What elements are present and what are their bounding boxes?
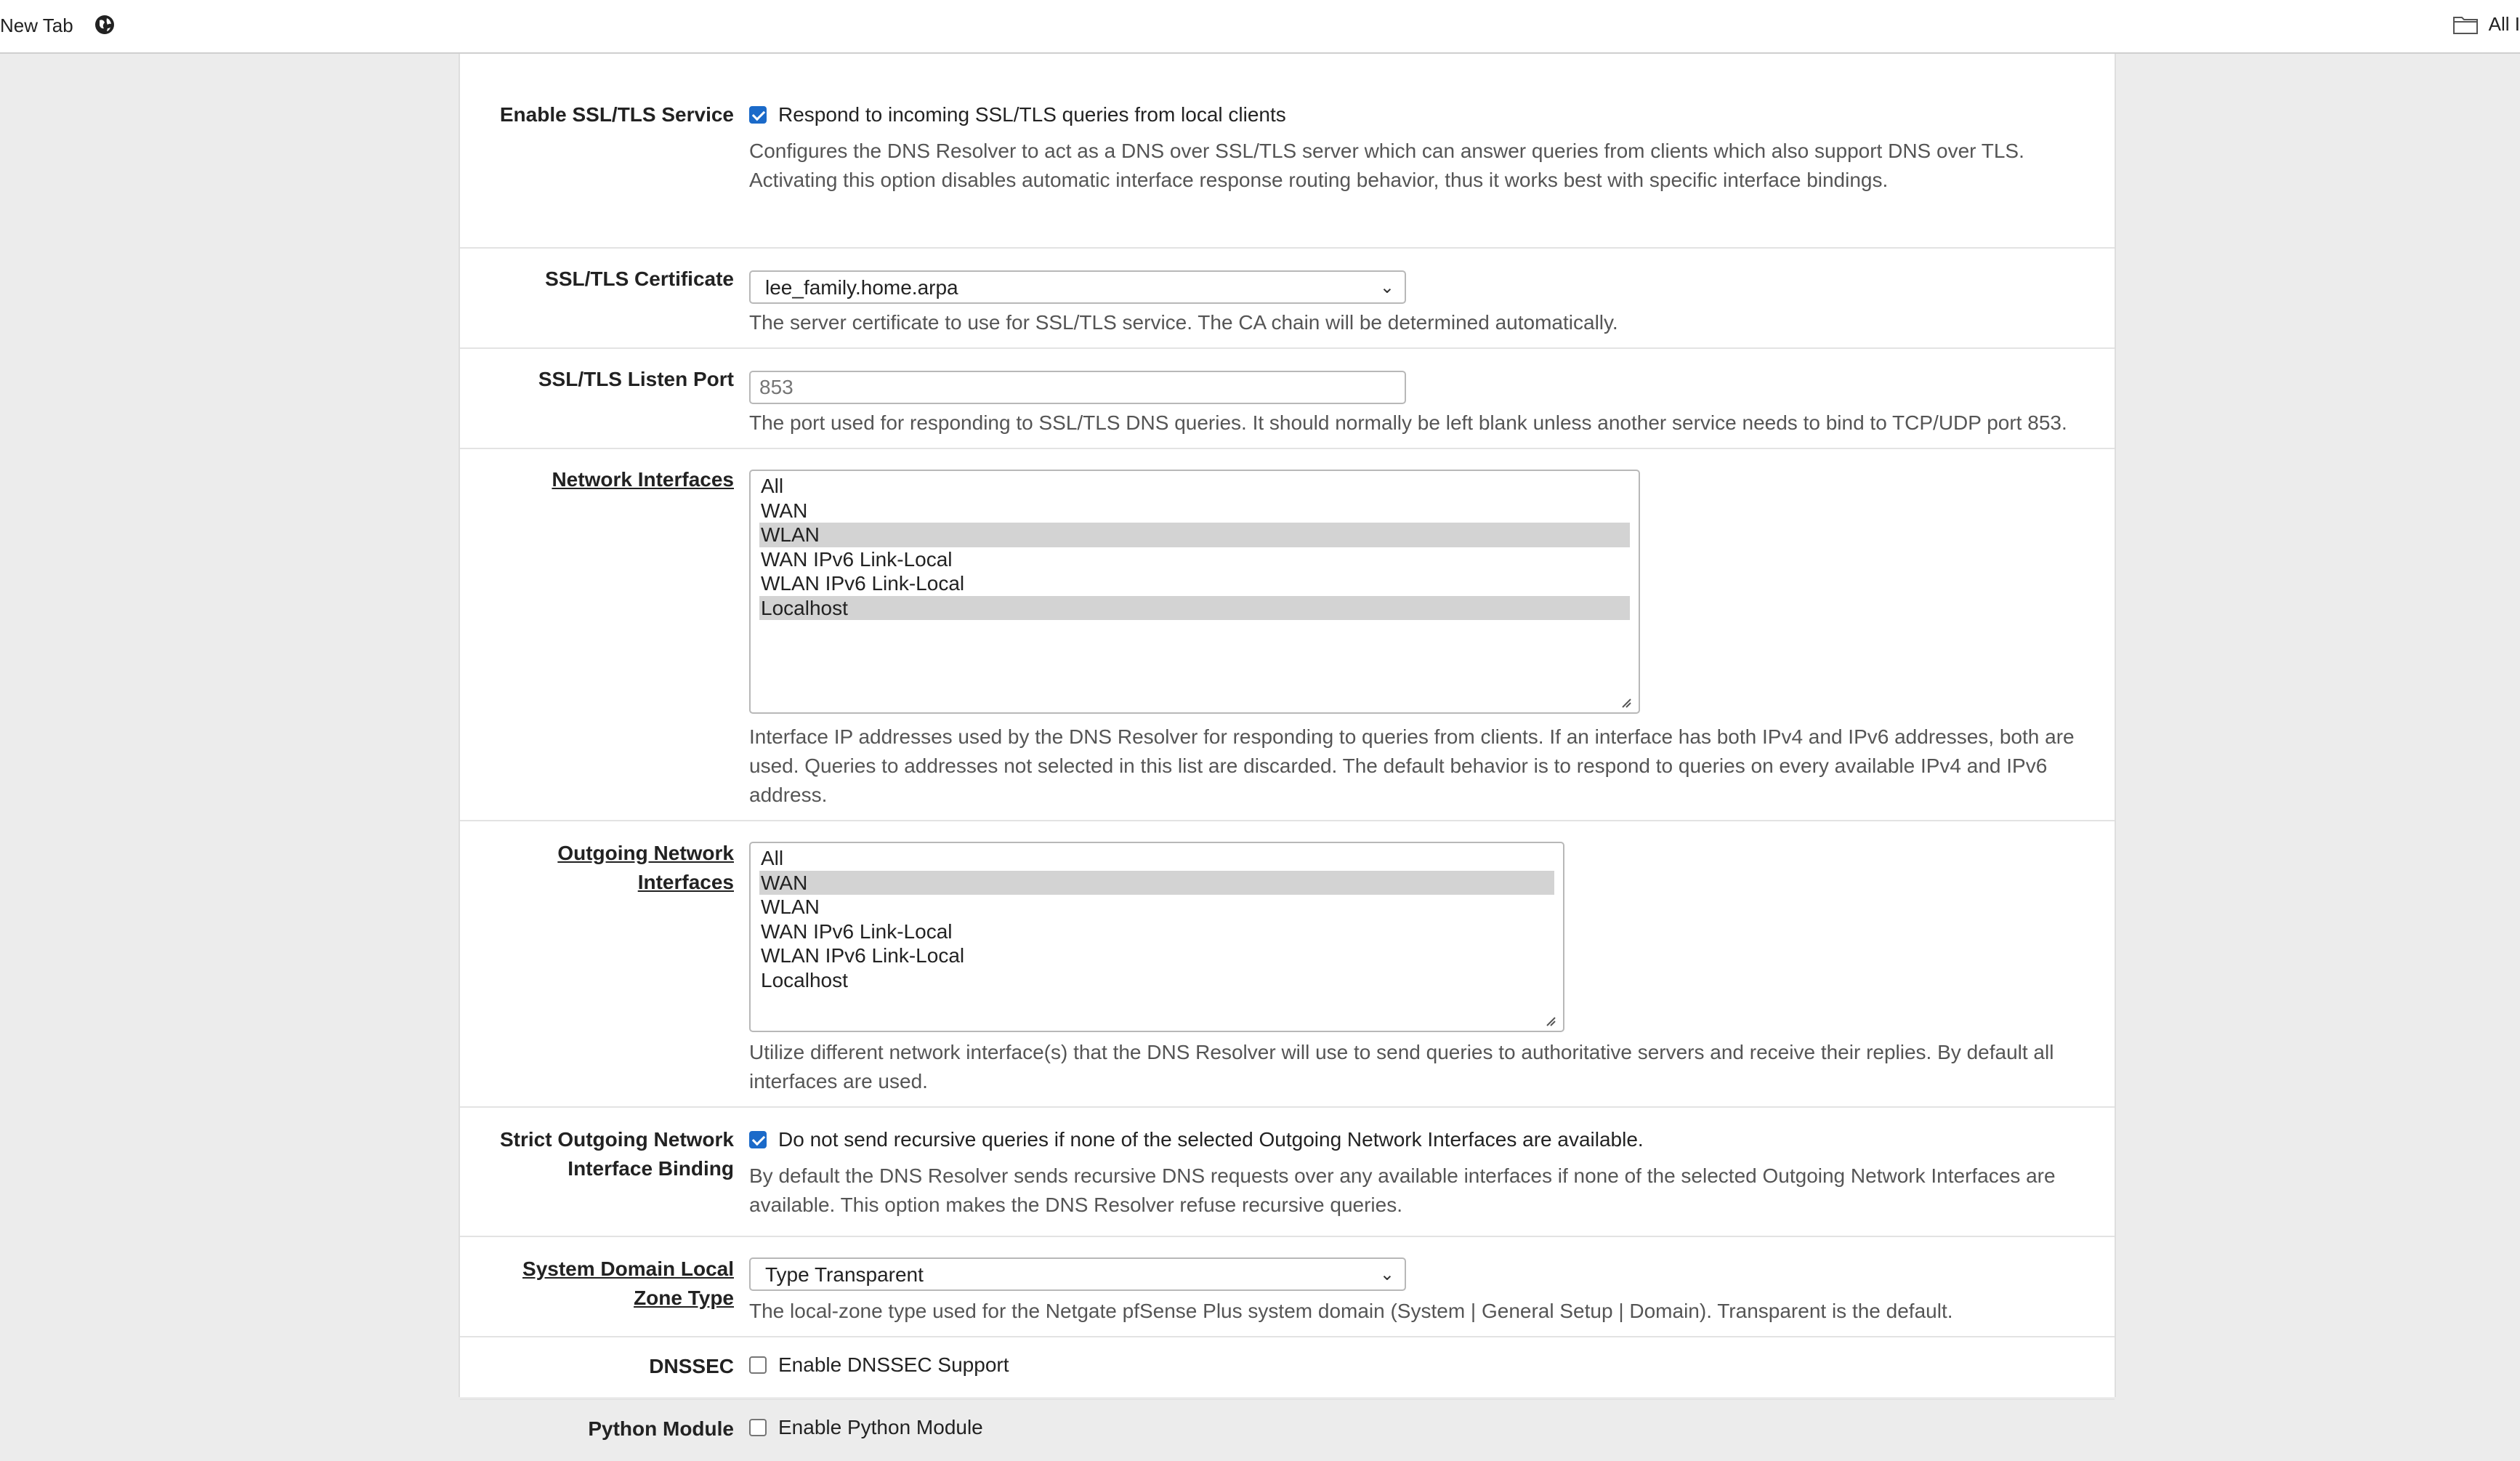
label-dnssec: DNSSEC	[649, 1355, 734, 1377]
dnssec-checkbox-label: Enable DNSSEC Support	[778, 1353, 1009, 1376]
list-item[interactable]: WAN	[761, 499, 808, 522]
local-zone-type-value: Type Transparent	[765, 1263, 924, 1286]
label-enable-ssl-tls: Enable SSL/TLS Service	[499, 103, 734, 126]
list-item[interactable]: WLAN IPv6 Link-Local	[761, 572, 965, 595]
row-ssl-tls-certificate	[460, 247, 2115, 349]
list-item[interactable]: WAN IPv6 Link-Local	[761, 547, 953, 571]
row-network-interfaces	[460, 448, 2115, 821]
row-outgoing-interfaces	[460, 820, 2115, 1108]
bookmarks-label: All I	[2488, 13, 2520, 35]
help-local-zone-type: The local-zone type used for the Netgate pfSense Plus system domain (System | General Setup | Domain). Transparent is the default.	[749, 1300, 1953, 1322]
list-item[interactable]: WAN	[759, 871, 1554, 895]
list-item[interactable]: Localhost	[761, 968, 848, 991]
resize-grip-icon[interactable]	[1546, 1016, 1556, 1026]
python-module-checkbox-label: Enable Python Module	[778, 1416, 983, 1438]
chevron-down-icon: ⌄	[1379, 1265, 1394, 1284]
list-item[interactable]: WLAN IPv6 Link-Local	[761, 944, 965, 967]
list-item[interactable]: Localhost	[759, 596, 1630, 621]
strict-binding-checkbox-group[interactable]	[749, 1128, 1644, 1151]
outgoing-interfaces-listbox[interactable]	[749, 842, 1564, 1032]
local-zone-type-select[interactable]	[749, 1257, 1406, 1291]
ssl-tls-certificate-value: lee_family.home.arpa	[765, 276, 958, 299]
label-python-module: Python Module	[588, 1417, 734, 1440]
label-local-zone-type[interactable]: System Domain Local Zone Type	[522, 1257, 734, 1309]
all-bookmarks[interactable]	[2452, 13, 2520, 36]
python-module-checkbox-group[interactable]	[749, 1416, 983, 1439]
dns-resolver-settings-panel	[459, 54, 2116, 1440]
strict-binding-checkbox[interactable]	[749, 1131, 767, 1148]
row-enable-ssl-tls	[460, 68, 2115, 249]
help-ssl-tls-port: The port used for responding to SSL/TLS DNS queries. It should normally be left blank unless another service needs to bind to TCP/UDP port 853.	[749, 411, 2067, 434]
ssl-tls-port-input[interactable]	[749, 371, 1406, 404]
label-ssl-tls-port: SSL/TLS Listen Port	[538, 368, 734, 390]
list-item[interactable]: All	[761, 475, 784, 497]
row-strict-binding	[460, 1106, 2115, 1237]
browser-toolbar	[0, 0, 2520, 54]
globe-icon[interactable]	[93, 13, 116, 36]
chevron-down-icon: ⌄	[1379, 278, 1394, 297]
label-strict-binding: Strict Outgoing Network Interface Binding	[500, 1128, 734, 1180]
ssl-tls-checkbox-group[interactable]	[749, 103, 1286, 126]
list-item[interactable]: All	[761, 847, 784, 869]
python-module-checkbox[interactable]	[749, 1419, 767, 1436]
label-outgoing-interfaces[interactable]: Outgoing Network Interfaces	[557, 842, 734, 893]
ssl-tls-certificate-select[interactable]	[749, 270, 1406, 304]
help-outgoing-interfaces: Utilize different network interface(s) that the DNS Resolver will use to send queries to authoritative servers and receive their replies. By default all interfaces are used.	[749, 1041, 2054, 1092]
help-strict-binding: By default the DNS Resolver sends recursive DNS requests over any available interfaces if none of the selected Outgoing Network Interfaces are available. This option makes the DNS Resolver refuse recursive queries.	[749, 1164, 2056, 1216]
row-local-zone-type	[460, 1236, 2115, 1337]
help-ssl-tls-service: Configures the DNS Resolver to act as a DNS over SSL/TLS server which can answer queries from clients which also support DNS over TLS. Activating this option disables automatic interface response routing behavior, thus it works best with specific interface bindings.	[749, 140, 2024, 191]
list-item[interactable]: WLAN	[761, 895, 820, 918]
list-item[interactable]: WAN IPv6 Link-Local	[761, 919, 953, 943]
list-item[interactable]: WLAN	[759, 523, 1630, 547]
help-ssl-tls-certificate: The server certificate to use for SSL/TLS service. The CA chain will be determined automatically.	[749, 311, 1618, 334]
help-network-interfaces: Interface IP addresses used by the DNS Resolver for responding to queries from clients. If an interface has both IPv4 and IPv6 addresses, both are used. Queries to addresses not selected in this list are discarded. The default behavior is to respond to queries on every available IPv4 and IPv6 address.	[749, 725, 2075, 806]
ssl-tls-checkbox-label: Respond to incoming SSL/TLS queries from local clients	[778, 103, 1286, 126]
strict-binding-checkbox-label: Do not send recursive queries if none of the selected Outgoing Network Interfaces are available.	[778, 1128, 1644, 1151]
row-ssl-tls-port	[460, 347, 2115, 449]
folder-icon	[2452, 14, 2479, 36]
resize-grip-icon[interactable]	[1621, 698, 1631, 708]
label-ssl-tls-certificate: SSL/TLS Certificate	[545, 267, 734, 290]
new-tab-label[interactable]: New Tab	[0, 15, 73, 36]
row-dnssec	[460, 1336, 2115, 1400]
dnssec-checkbox-group[interactable]	[749, 1353, 1009, 1377]
row-python-module	[460, 1398, 2115, 1461]
label-network-interfaces[interactable]: Network Interfaces	[552, 468, 734, 491]
network-interfaces-listbox[interactable]	[749, 470, 1640, 714]
ssl-tls-checkbox[interactable]	[749, 106, 767, 124]
dnssec-checkbox[interactable]	[749, 1356, 767, 1374]
